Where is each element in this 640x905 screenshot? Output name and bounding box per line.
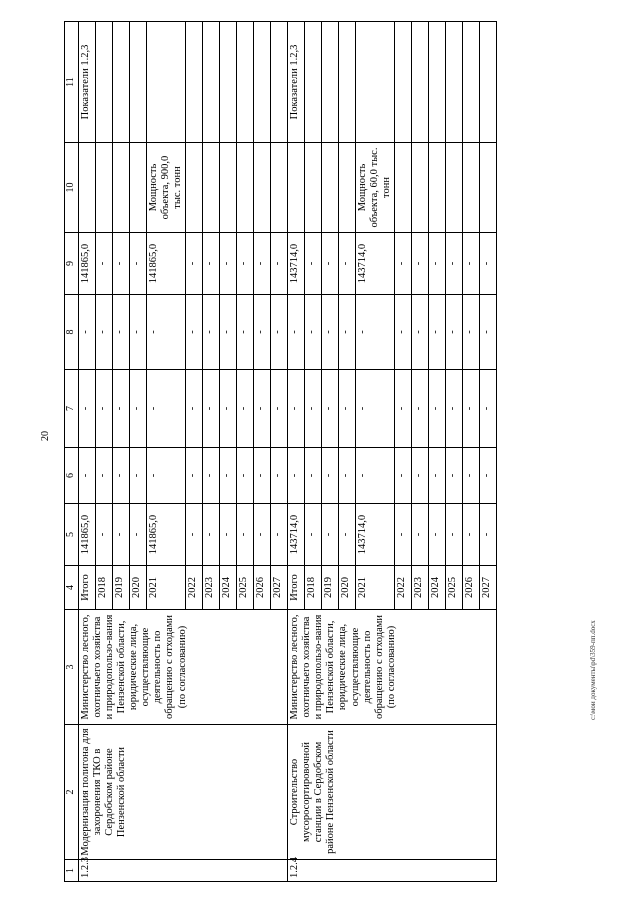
value-col9: - <box>220 233 237 295</box>
empty-cell <box>113 22 130 143</box>
value-col9: - <box>113 233 130 295</box>
value-col8: - <box>254 295 271 370</box>
value-col7: - <box>288 370 305 448</box>
value-col5: 143714,0 <box>356 504 395 566</box>
value-col8: - <box>203 295 220 370</box>
value-col6: - <box>186 448 203 504</box>
value-col8: - <box>480 295 497 370</box>
empty-cell <box>288 143 305 233</box>
table-row <box>288 22 305 882</box>
value-col5: - <box>96 504 113 566</box>
value-col9: - <box>186 233 203 295</box>
value-col7: - <box>305 370 322 448</box>
value-col8: - <box>322 295 339 370</box>
value-col7: - <box>186 370 203 448</box>
empty-cell <box>395 22 412 143</box>
empty-cell <box>395 143 412 233</box>
value-col5: 141865,0 <box>79 504 96 566</box>
row-code: 1.2.4 <box>288 860 497 882</box>
value-col9: - <box>96 233 113 295</box>
empty-cell <box>147 22 186 143</box>
value-col9: 141865,0 <box>147 233 186 295</box>
value-col7: - <box>412 370 429 448</box>
value-col7: - <box>429 370 446 448</box>
value-col8: - <box>288 295 305 370</box>
table-row <box>79 22 96 882</box>
value-col5: - <box>220 504 237 566</box>
value-col6: - <box>113 448 130 504</box>
value-col6: - <box>288 448 305 504</box>
value-col7: - <box>147 370 186 448</box>
value-col9: - <box>463 233 480 295</box>
year-cell: 2022 <box>186 566 203 610</box>
value-col6: - <box>203 448 220 504</box>
value-col9: - <box>203 233 220 295</box>
year-cell: Итого <box>79 566 96 610</box>
value-col9: - <box>429 233 446 295</box>
year-cell: 2021 <box>356 566 395 610</box>
empty-cell <box>186 22 203 143</box>
value-col8: - <box>395 295 412 370</box>
empty-cell <box>130 143 147 233</box>
value-col8: - <box>271 295 288 370</box>
value-col8: - <box>237 295 254 370</box>
capacity-note: Мощность объекта, 900,0 тыс. тонн <box>147 143 186 233</box>
value-col5: - <box>322 504 339 566</box>
value-col6: - <box>463 448 480 504</box>
value-col6: - <box>79 448 96 504</box>
value-col8: - <box>463 295 480 370</box>
value-col9: - <box>237 233 254 295</box>
col-header: 1 <box>65 860 79 882</box>
year-cell: 2021 <box>147 566 186 610</box>
value-col5: - <box>130 504 147 566</box>
col-header: 11 <box>65 22 79 143</box>
value-col7: - <box>96 370 113 448</box>
value-col8: - <box>220 295 237 370</box>
value-col8: - <box>429 295 446 370</box>
value-col7: - <box>254 370 271 448</box>
value-col8: - <box>113 295 130 370</box>
value-col9: - <box>412 233 429 295</box>
value-col9: - <box>480 233 497 295</box>
value-col6: - <box>271 448 288 504</box>
row-code: 1.2.3 <box>79 860 288 882</box>
year-cell: 2027 <box>271 566 288 610</box>
value-col6: - <box>254 448 271 504</box>
column-number-row <box>65 22 79 882</box>
year-cell: 2026 <box>254 566 271 610</box>
value-col6: - <box>322 448 339 504</box>
empty-cell <box>429 143 446 233</box>
empty-cell <box>130 22 147 143</box>
year-cell: 2019 <box>322 566 339 610</box>
capacity-note: Мощность объекта, 60,0 тыс. тонн <box>356 143 395 233</box>
value-col5: - <box>113 504 130 566</box>
value-col5: - <box>237 504 254 566</box>
empty-cell <box>446 22 463 143</box>
value-col8: - <box>412 295 429 370</box>
executor: Министерство лесного, охотничьего хозяйства и природопользо-вания Пензенской области, юридические лица, осуществляющие деятельность по обращению с отходами (по согласованию) <box>79 610 288 725</box>
empty-cell <box>322 143 339 233</box>
empty-cell <box>203 22 220 143</box>
value-col6: - <box>237 448 254 504</box>
year-cell: 2018 <box>305 566 322 610</box>
empty-cell <box>480 143 497 233</box>
empty-cell <box>96 22 113 143</box>
year-cell: 2020 <box>339 566 356 610</box>
value-col6: - <box>220 448 237 504</box>
value-col9: - <box>130 233 147 295</box>
value-col5: - <box>412 504 429 566</box>
empty-cell <box>271 22 288 143</box>
value-col5: - <box>203 504 220 566</box>
empty-cell <box>186 143 203 233</box>
empty-cell <box>79 143 96 233</box>
empty-cell <box>254 143 271 233</box>
value-col7: - <box>79 370 96 448</box>
empty-cell <box>463 22 480 143</box>
empty-cell <box>271 143 288 233</box>
year-cell: 2018 <box>96 566 113 610</box>
empty-cell <box>237 143 254 233</box>
value-col7: - <box>130 370 147 448</box>
value-col5: 141865,0 <box>147 504 186 566</box>
col-header: 5 <box>65 504 79 566</box>
empty-cell <box>305 143 322 233</box>
col-header: 9 <box>65 233 79 295</box>
col-header: 3 <box>65 610 79 725</box>
value-col7: - <box>446 370 463 448</box>
value-col7: - <box>113 370 130 448</box>
value-col9: 143714,0 <box>288 233 305 295</box>
empty-cell <box>463 143 480 233</box>
value-col9: - <box>339 233 356 295</box>
value-col8: - <box>356 295 395 370</box>
value-col9: - <box>305 233 322 295</box>
year-cell: 2023 <box>203 566 220 610</box>
value-col7: - <box>237 370 254 448</box>
page-number: 20 <box>40 431 51 441</box>
value-col6: - <box>130 448 147 504</box>
year-cell: 2027 <box>480 566 497 610</box>
value-col5: - <box>186 504 203 566</box>
measure-name: Строительство мусоросортировочной станции в Сердобском районе Пензенской области <box>288 725 497 860</box>
value-col7: - <box>322 370 339 448</box>
footer-file-path: c:\мои документы\pd\359-пп.docx <box>589 620 597 720</box>
year-cell: 2025 <box>446 566 463 610</box>
year-cell: 2023 <box>412 566 429 610</box>
col-header: 6 <box>65 448 79 504</box>
empty-cell <box>254 22 271 143</box>
indicator-note: Показатели 1.2,3 <box>288 22 305 143</box>
value-col6: - <box>395 448 412 504</box>
year-cell: 2024 <box>429 566 446 610</box>
value-col7: - <box>271 370 288 448</box>
year-cell: 2020 <box>130 566 147 610</box>
value-col8: - <box>147 295 186 370</box>
year-cell: 2026 <box>463 566 480 610</box>
measure-name: Модернизация полигона для захоронения ТКО в Сердобском районе Пензенской области <box>79 725 288 860</box>
empty-cell <box>305 22 322 143</box>
empty-cell <box>203 143 220 233</box>
value-col6: - <box>147 448 186 504</box>
value-col5: - <box>271 504 288 566</box>
col-header: 8 <box>65 295 79 370</box>
empty-cell <box>322 22 339 143</box>
value-col5: - <box>254 504 271 566</box>
value-col7: - <box>220 370 237 448</box>
col-header: 7 <box>65 370 79 448</box>
empty-cell <box>96 143 113 233</box>
value-col5: - <box>339 504 356 566</box>
value-col6: - <box>480 448 497 504</box>
value-col7: - <box>463 370 480 448</box>
value-col5: - <box>429 504 446 566</box>
empty-cell <box>220 143 237 233</box>
col-header: 4 <box>65 566 79 610</box>
value-col9: 141865,0 <box>79 233 96 295</box>
year-cell: 2025 <box>237 566 254 610</box>
executor: Министерство лесного, охотничьего хозяйства и природопользо-вания Пензенской области, юридические лица, осуществляющие деятельность по обращению с отходами (по согласованию) <box>288 610 497 725</box>
value-col6: - <box>429 448 446 504</box>
value-col7: - <box>395 370 412 448</box>
value-col9: - <box>254 233 271 295</box>
empty-cell <box>356 22 395 143</box>
col-header: 2 <box>65 725 79 860</box>
value-col5: - <box>480 504 497 566</box>
year-cell: 2024 <box>220 566 237 610</box>
value-col6: - <box>305 448 322 504</box>
value-col8: - <box>186 295 203 370</box>
value-col7: - <box>339 370 356 448</box>
value-col7: - <box>203 370 220 448</box>
empty-cell <box>412 22 429 143</box>
value-col9: 143714,0 <box>356 233 395 295</box>
value-col9: - <box>395 233 412 295</box>
value-col8: - <box>446 295 463 370</box>
empty-cell <box>480 22 497 143</box>
value-col6: - <box>356 448 395 504</box>
col-header: 10 <box>65 143 79 233</box>
empty-cell <box>429 22 446 143</box>
value-col6: - <box>339 448 356 504</box>
value-col8: - <box>96 295 113 370</box>
value-col9: - <box>446 233 463 295</box>
value-col6: - <box>96 448 113 504</box>
value-col5: 143714,0 <box>288 504 305 566</box>
empty-cell <box>237 22 254 143</box>
document-sheet <box>64 22 569 882</box>
value-col7: - <box>480 370 497 448</box>
value-col8: - <box>79 295 96 370</box>
empty-cell <box>220 22 237 143</box>
value-col9: - <box>322 233 339 295</box>
value-col7: - <box>356 370 395 448</box>
indicator-note: Показатели 1.2,3 <box>79 22 96 143</box>
year-cell: 2022 <box>395 566 412 610</box>
value-col8: - <box>305 295 322 370</box>
value-col8: - <box>339 295 356 370</box>
value-col5: - <box>446 504 463 566</box>
value-col9: - <box>271 233 288 295</box>
value-col5: - <box>463 504 480 566</box>
value-col5: - <box>305 504 322 566</box>
value-col6: - <box>412 448 429 504</box>
year-cell: 2019 <box>113 566 130 610</box>
empty-cell <box>339 143 356 233</box>
table-body <box>79 22 497 882</box>
empty-cell <box>339 22 356 143</box>
value-col8: - <box>130 295 147 370</box>
empty-cell <box>446 143 463 233</box>
empty-cell <box>412 143 429 233</box>
empty-cell <box>113 143 130 233</box>
year-cell: Итого <box>288 566 305 610</box>
program-table <box>64 21 497 882</box>
value-col5: - <box>395 504 412 566</box>
value-col6: - <box>446 448 463 504</box>
